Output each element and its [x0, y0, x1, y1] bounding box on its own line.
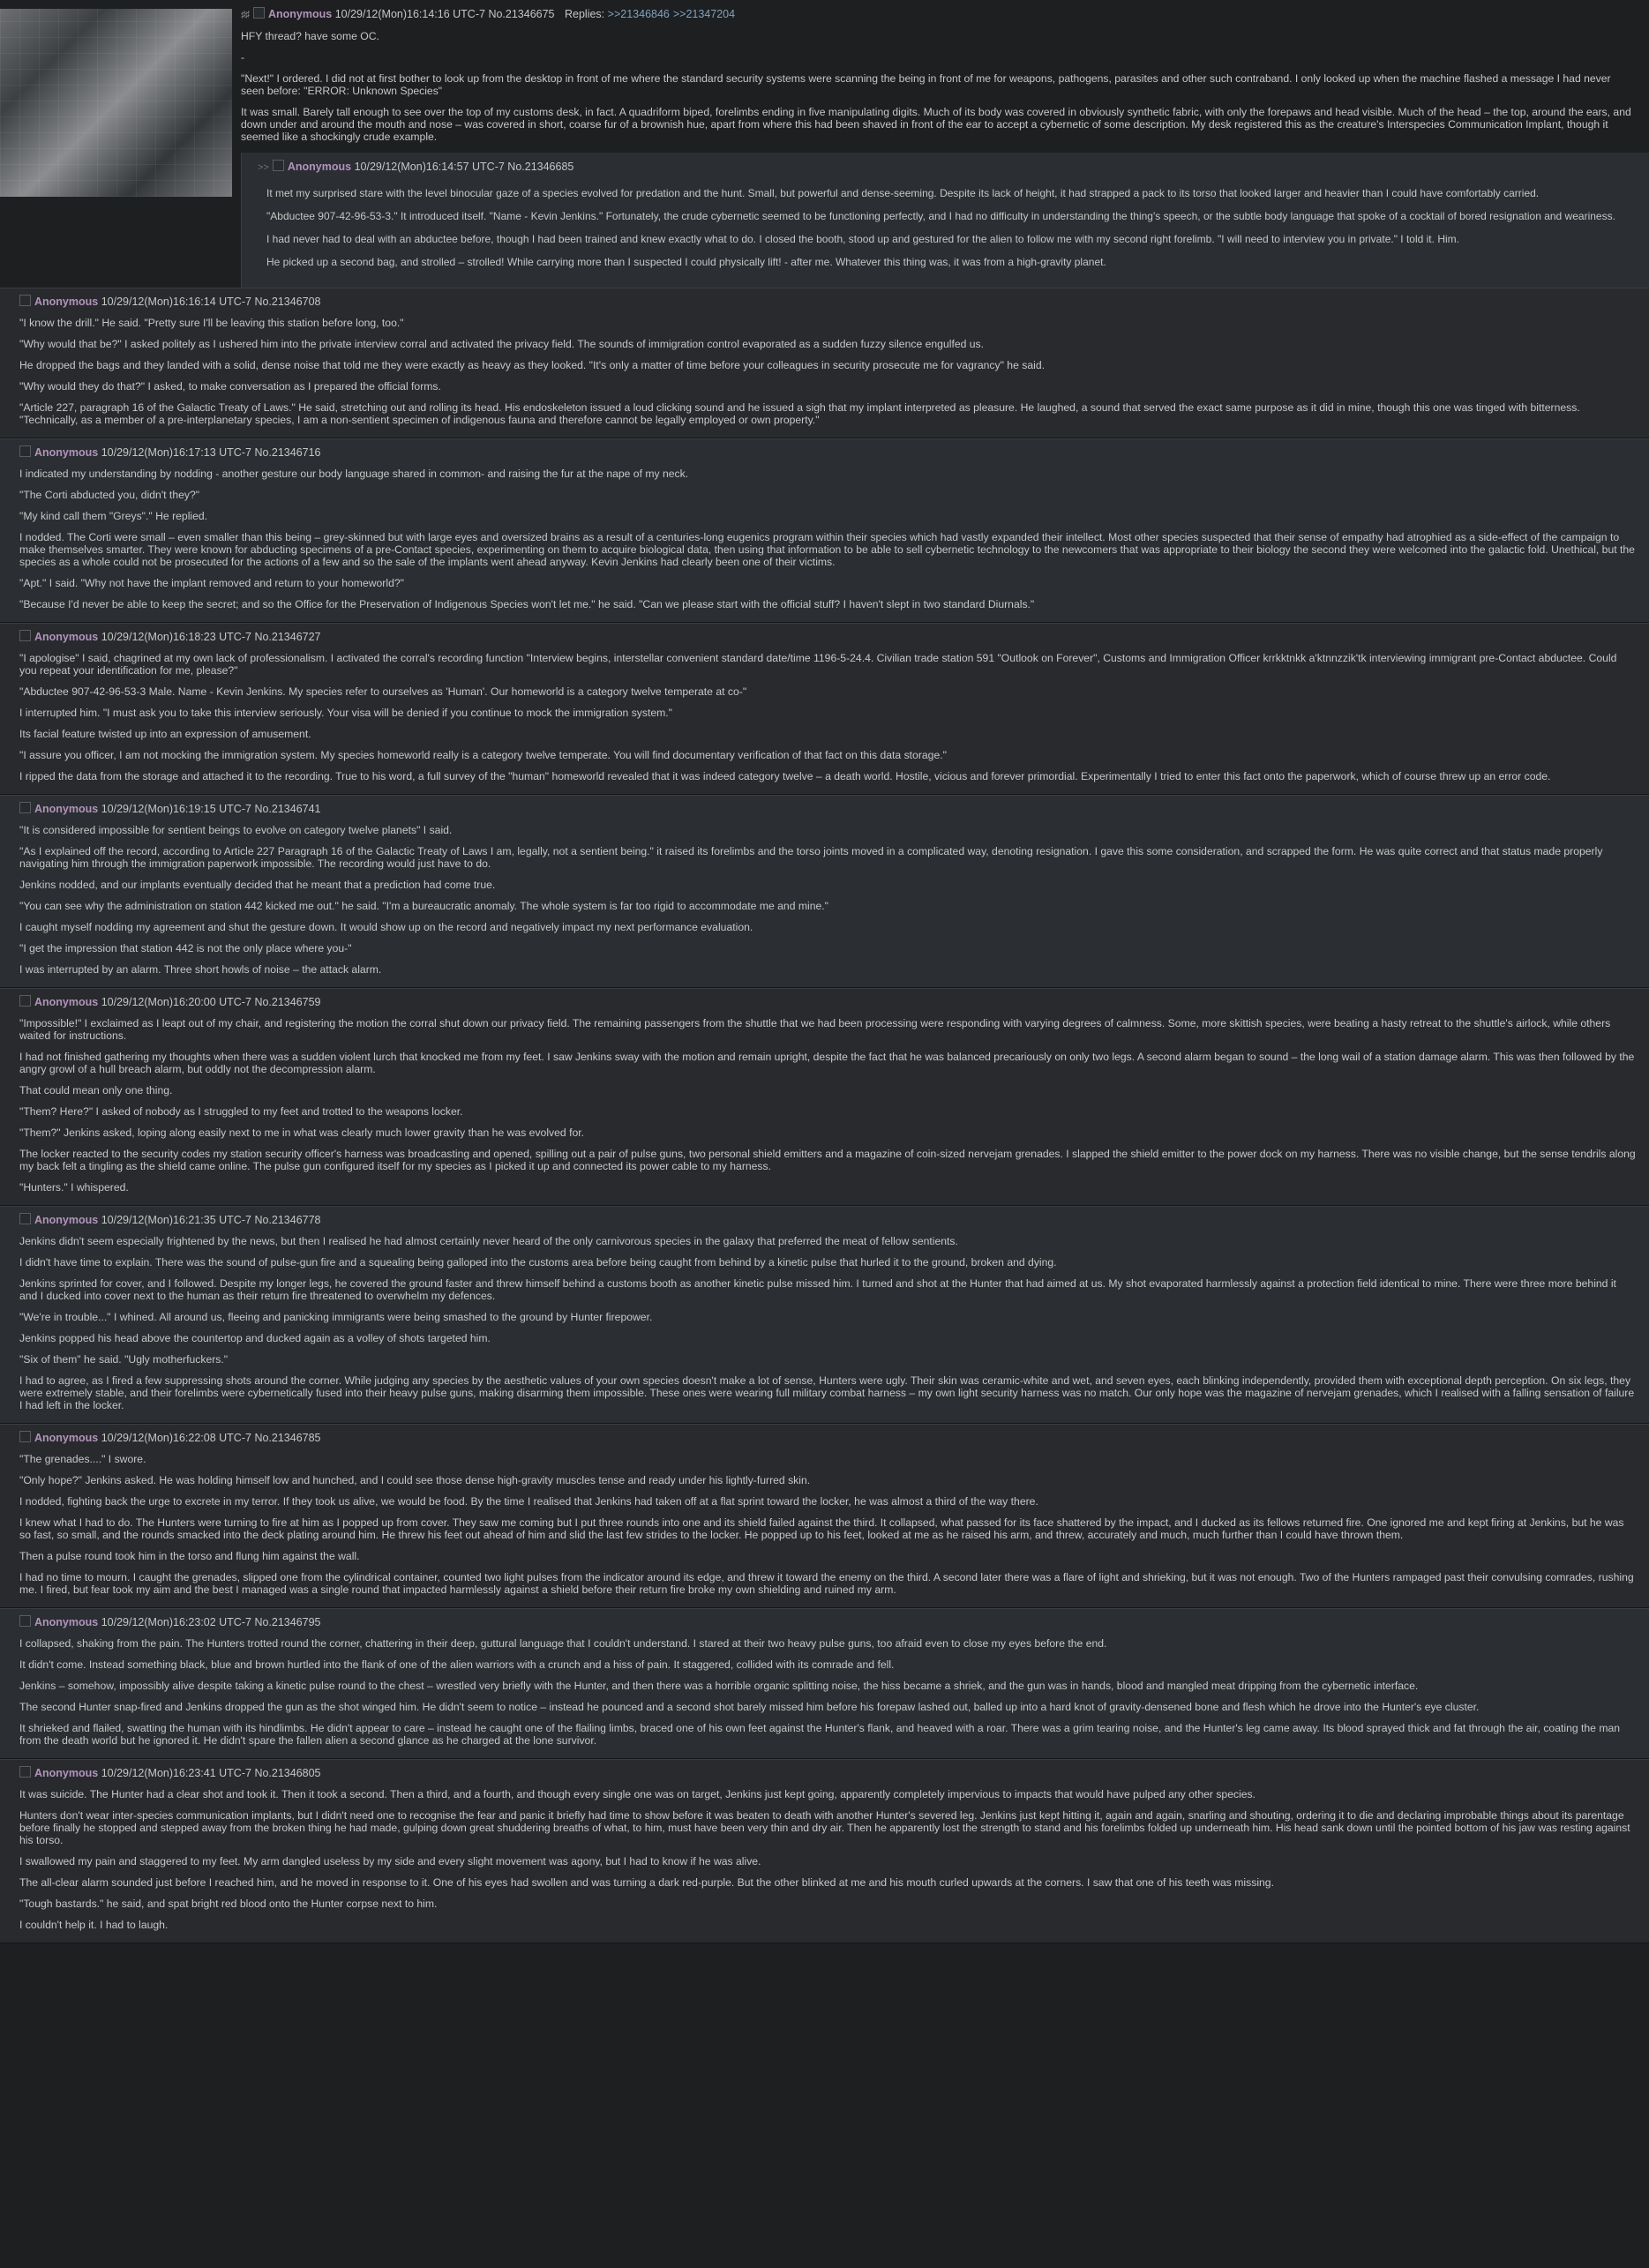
post-paragraph: "Why would they do that?" I asked, to make conversation as I prepared the official forms. — [19, 380, 441, 393]
thumbnail-pixel-grid — [0, 9, 232, 197]
post-text — [19, 1231, 1637, 1416]
op-body — [241, 5, 1649, 153]
post-paragraph: He dropped the bags and they landed with a solid, dense noise that told me they were exactly as heavy as they looked. "It's only a matter of time before your colleagues in security prosecute me for vagrancy" he said. — [19, 359, 1045, 371]
post-timestamp: 10/29/12(Mon)16:14:16 UTC-7 — [334, 8, 485, 20]
post-text — [19, 1448, 1637, 1600]
post-number[interactable]: No.21346759 — [254, 996, 321, 1008]
post-checkbox[interactable] — [19, 1766, 31, 1778]
post-paragraph: "Impossible!" I exclaimed as I leapt out of my chair, and registering the motion the corral shut down our privacy field. The remaining passengers from the shuttle that we had been processing were responding with varying degrees of calmness. Some, more skittish species, were beating a hasty retreat to the shuttle's airlock, while others waited for instructions. — [19, 1017, 1611, 1042]
post-header — [19, 444, 1637, 463]
post-paragraph: That could mean only one thing. — [19, 1084, 173, 1097]
post-timestamp: 10/29/12(Mon)16:14:57 UTC-7 — [354, 161, 505, 173]
post-paragraph: I had no time to mourn. I caught the grenades, slipped one from the cylindrical container, counted two light pulses from the indicator around its edge, and threw it toward the enemy on the third. A second later there was a flare of light and shrieking, but it was not enough. Two of the Hunters rampaged past their convulsing comrades, rushing me. I fired, but fear took my aim and the best I managed was a single round that impacted harmlessly against a shield before their return fire broke my own shielding and ruined my arm. — [19, 1571, 1634, 1596]
poster-name: Anonymous — [34, 296, 99, 308]
post-header — [19, 628, 1637, 647]
post-paragraph: "Hunters." I whispered. — [19, 1181, 129, 1194]
post-timestamp: 10/29/12(Mon)16:16:14 UTC-7 — [101, 296, 251, 308]
op-paragraph: - — [241, 51, 245, 64]
post-number[interactable]: No.21346685 — [507, 161, 574, 173]
post-paragraph: Jenkins – somehow, impossibly alive despite taking a kinetic pulse round to the chest – wrestled very briefly with the Hunter, and then there was a horrible organic splitting noise, the hiss became a shriek, and the gun was in hands, blood and mangled meat dripping from the cybernetic interface. — [19, 1680, 1419, 1692]
reply-paragraph: It met my surprised stare with the level binocular gaze of a species evolved for predation and the hunt. Small, but powerful and dense-seeming. Despite its lack of height, it had strapped a pack to its torso that looked larger and heavier than I could have comfortably carried. — [266, 187, 1540, 199]
post-paragraph: I couldn't help it. I had to laugh. — [19, 1919, 169, 1931]
post-header — [19, 993, 1637, 1013]
op-paragraph: "Next!" I ordered. I did not at first bother to look up from the desktop in front of me where the standard security systems were scanning the being in front of me for weapons, pathogens, parasites and other such contraband. I only looked up when the machine flashed a message I had never seen before: "ERROR: Unknown Species" — [241, 72, 1611, 97]
post-paragraph: I nodded, fighting back the urge to excrete in my terror. If they took us alive, we would be food. By the time I realised that Jenkins had taken off at a flat sprint toward the locker, he was almost a third of the way there. — [19, 1495, 1038, 1508]
post — [0, 1424, 1649, 1608]
poster-name: Anonymous — [34, 631, 99, 643]
post-paragraph: "I know the drill." He said. "Pretty sure I'll be leaving this station before long, too." — [19, 317, 404, 329]
post-checkbox[interactable] — [273, 160, 284, 171]
post-number[interactable]: No.21346708 — [254, 296, 321, 308]
post-text — [19, 463, 1637, 615]
post-header — [19, 1429, 1637, 1448]
post-number[interactable]: No.21346727 — [254, 631, 321, 643]
backlink-2[interactable]: >>21347204 — [672, 8, 736, 20]
post-paragraph: I collapsed, shaking from the pain. The Hunters trotted round the corner, chattering in their deep, guttural language that I couldn't understand. I stared at their two heavy pulse guns, too afraid even to close my eyes before the end. — [19, 1637, 1107, 1650]
post-list — [0, 288, 1649, 1943]
post-paragraph: I interrupted him. "I must ask you to take this interview seriously. Your visa will be denied if you continue to mock the immigration system." — [19, 707, 673, 719]
post-timestamp: 10/29/12(Mon)16:17:13 UTC-7 — [101, 446, 251, 459]
post-number[interactable]: No.21346675 — [488, 8, 555, 20]
op-thumbnail-image[interactable] — [0, 9, 232, 197]
post-checkbox[interactable] — [19, 995, 31, 1007]
post-paragraph: Hunters don't wear inter-species communication implants, but I didn't need one to recognise the fear and panic it briefly had time to show before it was beaten to death with another Hunter's severed leg. Jenkins just kept hitting it, again and again, snarling and shouting, ordering it to die and declaring improbable things about its parentage before finally he stopped and stepped away from the broken thing he had made, gulping down great shuddering breaths of what, to him, must have been very thin and dry air. Then he apparently lost the strength to stand and his forelimbs folded up underneath him. His head sank down until the pointed bottom of his jaw was resting against his torso. — [19, 1809, 1630, 1846]
post-checkbox[interactable] — [19, 630, 31, 641]
post-text — [19, 820, 1637, 980]
post-paragraph: "I assure you officer, I am not mocking the immigration system. My species homeworld really is a category twelve temperate. You will find documentary verification of that fact on this data storage." — [19, 749, 947, 761]
post-paragraph: "Apt." I said. "Why not have the implant removed and return to your homeworld?" — [19, 577, 404, 589]
reply-post-header — [258, 158, 1637, 176]
poster-name: Anonymous — [34, 1214, 99, 1226]
post-paragraph: It was suicide. The Hunter had a clear shot and took it. Then it took a second. Then a third, and a fourth, and though every single one was on target, Jenkins just kept going, apparently completely impervious to impacts that would have pulped any other species. — [19, 1788, 1256, 1800]
post — [0, 438, 1649, 623]
post-paragraph: I caught myself nodding my agreement and shut the gesture down. It would show up on the record and negatively impact my next performance evaluation. — [19, 921, 753, 933]
post-text — [19, 1784, 1637, 1935]
post-paragraph: "Because I'd never be able to keep the secret; and so the Office for the Preservation of Indigenous Species won't let me." he said. "Can we please start with the official stuff? I haven't slept in two standard Diurnals." — [19, 598, 1035, 610]
poster-name: Anonymous — [287, 161, 352, 173]
post — [0, 288, 1649, 438]
reply-text — [258, 187, 1637, 268]
post-paragraph: I had not finished gathering my thoughts when there was a sudden violent lurch that knocked me from my feet. I saw Jenkins sway with the motion and remain upright, despite the fact that he was balanced precariously on only two legs. A second alarm began to sound – the long wail of a station damage alarm. This was then followed by the angry growl of a hull breach alarm, but oddly not the decompression alarm. — [19, 1051, 1635, 1075]
post-number[interactable]: No.21346795 — [254, 1616, 321, 1628]
post-checkbox[interactable] — [19, 445, 31, 457]
op-text — [241, 24, 1637, 153]
post-paragraph: Jenkins sprinted for cover, and I followed. Despite my longer legs, he covered the ground faster and threw himself behind a customs booth as another kinetic pulse missed him. I turned and shot at the Hunter that had aimed at us. My shot evaporated harmlessly against a protection field identical to mine. There were three more behind it and I ducked into cover next to the human as their return fire threatened to overwhelm my defences. — [19, 1277, 1616, 1302]
post — [0, 988, 1649, 1206]
reply-paragraph: He picked up a second bag, and strolled – strolled! While carrying more than I suspected I could physically lift! - after me. Whatever this thing was, it was from a high-gravity planet. — [266, 256, 1106, 268]
post-timestamp: 10/29/12(Mon)16:19:15 UTC-7 — [101, 803, 251, 815]
reply-paragraph: "Abductee 907-42-96-53-3." It introduced itself. "Name - Kevin Jenkins." Fortunately, the crude cybernetic seemed to be functioning perfectly, and I had no difficulty in understanding the thing's speech, or the subtle body language that spoke of a cocktail of bored resignation and weariness. — [266, 210, 1615, 222]
post-checkbox[interactable] — [19, 295, 31, 306]
post-text — [19, 647, 1637, 787]
post-text — [19, 312, 1637, 430]
post-paragraph: Jenkins didn't seem especially frightened by the news, but then I realised he had almost certainly never heard of the only carnivorous species in the galaxy that preferred the meat of fellow sentients. — [19, 1235, 958, 1247]
post-header — [19, 800, 1637, 820]
op-paragraph: It was small. Barely tall enough to see over the top of my customs desk, in fact. A quadriform biped, forelimbs ending in five manipulating digits. Much of its body was covered in obviously synthetic fabric, with only the forepaws and head visible. Much of the head – the top, around the ears, and down under and around the mouth and nose – was covered in short, coarse fur of a brownish hue, apart from where this had been shaved in front of the ear to accept a cybernetic of some description. My desk registered this as the creature's Interspecies Communication Implant, though it seemed like a shockingly crude example. — [241, 106, 1631, 143]
post-paragraph: I nodded. The Corti were small – even smaller than this being – grey-skinned but with large eyes and oversized brains as a result of a centuries-long eugenics program within their species which had vastly expanded their intellect. Most other species suspected that their sense of empathy had atrophied as a side-effect of the campaign to make themselves smarter. They were known for abducting specimens of a pre-Contact species, experimenting on them to acquire biological data, then using that information to be able to sell cybernetic technology to the newcomers that was appropriate to their biology the second they were welcomed into the galactic fold. Unethical, but the species as a whole could not be prosecuted for the actions of a few and so the sale of the implants went ahead anyway. Kevin Jenkins had clearly been one of their victims. — [19, 531, 1635, 568]
post-checkbox[interactable] — [19, 802, 31, 813]
post-paragraph: "Six of them" he said. "Ugly motherfuckers." — [19, 1353, 229, 1366]
op-post-header — [241, 5, 1637, 24]
post-paragraph: I didn't have time to explain. There was the sound of pulse-gun fire and a squealing being galloped into the customs area before being caught from behind by a kinetic pulse that hurled it to the ground, broken and dying. — [19, 1256, 1057, 1269]
post — [0, 1206, 1649, 1424]
post-checkbox[interactable] — [19, 1213, 31, 1224]
post-header — [19, 1613, 1637, 1633]
sharp-icon: ♯♯ — [241, 10, 249, 20]
post-paragraph: The second Hunter snap-fired and Jenkins dropped the gun as the shot winged him. He didn't seem to notice – instead he pounced and a second shot barely missed him before his forepaw lashed out, balled up into a hard knot of gravity-densened bone and flesh which he drove into the Hunter's eye cluster. — [19, 1701, 1480, 1713]
post-paragraph: "You can see why the administration on station 442 kicked me out." he said. "I'm a bureaucratic anomaly. The whole system is far too rigid to accommodate me and mine." — [19, 900, 829, 912]
post-timestamp: 10/29/12(Mon)16:18:23 UTC-7 — [101, 631, 251, 643]
post-paragraph: "As I explained off the record, according to Article 227 Paragraph 16 of the Galactic Treaty of Laws I am, legally, not a sentient being." it raised its forelimbs and the torso joints moved in a complicated way, denoting resignation. I gave this some consideration, and scrapped the form. He was quite correct and that status made properly navigating him through the immigration paperwork impossible. The recording would just have to do. — [19, 845, 1603, 870]
post-header — [19, 293, 1637, 312]
post-paragraph: Its facial feature twisted up into an expression of amusement. — [19, 728, 311, 740]
post — [0, 1759, 1649, 1943]
post-timestamp: 10/29/12(Mon)16:23:02 UTC-7 — [101, 1616, 251, 1628]
poster-name: Anonymous — [34, 1767, 99, 1779]
post-header — [19, 1211, 1637, 1231]
poster-name: Anonymous — [34, 1616, 99, 1628]
post-paragraph: I indicated my understanding by nodding - another gesture our body language shared in common- and raising the fur at the nape of my neck. — [19, 468, 689, 480]
post-paragraph: "The Corti abducted you, didn't they?" — [19, 489, 200, 501]
post-timestamp: 10/29/12(Mon)16:20:00 UTC-7 — [101, 996, 251, 1008]
post-checkbox[interactable] — [19, 1615, 31, 1627]
op-post — [0, 4, 1649, 288]
post-paragraph: The locker reacted to the security codes my station security officer's harness was broadcasting and opened, spilling out a pair of pulse guns, two personal shield emitters and a magazine of coin-sized nervejam grenades. I slapped the shield emitter to the power dock on my harness. There was no visible change, but the sense tendrils along my back felt a tingling as the shield came online. The pulse gun configured itself for my species as I picked it up and connected its power cable to my harness. — [19, 1148, 1636, 1172]
post-paragraph: "I get the impression that station 442 is not the only place where you-" — [19, 942, 352, 954]
post — [0, 623, 1649, 795]
post-paragraph: It didn't come. Instead something black, blue and brown hurtled into the flank of one of the alien warriors with a crunch and a hiss of pain. It staggered, collided with its comrade and fell. — [19, 1658, 895, 1671]
post-checkbox[interactable] — [253, 7, 265, 19]
post-paragraph: "My kind call them "Greys"." He replied. — [19, 510, 208, 522]
post-timestamp: 10/29/12(Mon)16:22:08 UTC-7 — [101, 1432, 251, 1444]
backlink-1[interactable]: >>21346846 — [607, 8, 670, 20]
post-timestamp: 10/29/12(Mon)16:21:35 UTC-7 — [101, 1214, 251, 1226]
post-paragraph: Jenkins nodded, and our implants eventually decided that he meant that a prediction had come true. — [19, 879, 496, 891]
post-paragraph: The all-clear alarm sounded just before I reached him, and he moved in response to it. One of his eyes had swollen and was turning a dark red-purple. But the other blinked at me and his mouth curled upwards at the corners. I saw that one of his teeth was missing. — [19, 1876, 1274, 1889]
post-paragraph: Jenkins popped his head above the countertop and ducked again as a volley of shots targeted him. — [19, 1332, 491, 1344]
poster-name: Anonymous — [34, 1432, 99, 1444]
replies-label: Replies: — [565, 8, 605, 20]
post-paragraph: I knew what I had to do. The Hunters were turning to fire at him as I popped up from cover. They saw me coming but I put three rounds into one and its shield failed against the third. It collapsed, what passed for its face shattered by the impact, and I ducked as its fellows returned fire. One ignored me and kept firing at Jenkins, but he was so fast, so small, and the rounds smacked into the deck plating around him. He threw his feet out ahead of him and slid the last few strides to the locker. He popped up to his feet, looked at me as he raised his arm, and threw, accurately and much, much further than I could have thrown them. — [19, 1516, 1624, 1541]
post-number[interactable]: No.21346716 — [254, 446, 321, 459]
poster-name: Anonymous — [268, 8, 333, 20]
post-number[interactable]: No.21346741 — [254, 803, 321, 815]
post-checkbox[interactable] — [19, 1431, 31, 1442]
reply-paragraph: I had never had to deal with an abductee before, though I had been trained and knew exactly what to do. I closed the booth, stood up and gestured for the alien to follow me with my second right forelimb. "I will need to interview you in private." I told it. Him. — [266, 233, 1459, 245]
post-paragraph: "We're in trouble..." I whined. All around us, fleeing and panicking immigrants were being smashed to the ground by Hunter firepower. — [19, 1311, 653, 1323]
post-number[interactable]: No.21346785 — [254, 1432, 321, 1444]
post-text — [19, 1633, 1637, 1751]
post-paragraph: I was interrupted by an alarm. Three short howls of noise – the attack alarm. — [19, 963, 382, 976]
post-timestamp: 10/29/12(Mon)16:23:41 UTC-7 — [101, 1767, 251, 1779]
post — [0, 1608, 1649, 1759]
post-paragraph: "Article 227, paragraph 16 of the Galactic Treaty of Laws." He said, stretching out and rolling its head. His endoskeleton issued a loud clicking sound and he issued a sigh that my implant interpreted as pleasure. He laughed, a sound that served the exact same purpose as it did in mine, though this one was tinged with bitterness. "Technically, as a member of a pre-interplanetary species, I am a non-sentient specimen of indigenous fauna and therefore cannot be legally employed or own property." — [19, 401, 1580, 426]
post-number[interactable]: No.21346778 — [254, 1214, 321, 1226]
post-paragraph: "Tough bastards." he said, and spat bright red blood onto the Hunter corpse next to him. — [19, 1897, 438, 1910]
post-paragraph: "I apologise" I said, chagrined at my own lack of professionalism. I activated the corral's recording function "Interview begins, interstellar convenient standard date/time 1196-5-24.4. Civilian trade station 591 "Outlook on Forever", Customs and Immigration Officer krrkktnkk a'ktnnzzik'tk interviewing immigrant pre-Contact abductee. Could you repeat your identification for me, please?" — [19, 652, 1617, 677]
post-text — [19, 1013, 1637, 1198]
poster-name: Anonymous — [34, 803, 99, 815]
post-paragraph: "Them?" Jenkins asked, loping along easily next to me in what was clearly much lower gravity than he was evolved for. — [19, 1127, 585, 1139]
post-paragraph: "The grenades...." I swore. — [19, 1453, 146, 1465]
post-paragraph: Then a pulse round took him in the torso and flung him against the wall. — [19, 1550, 360, 1562]
inline-reply-post — [241, 153, 1649, 288]
post-paragraph: I ripped the data from the storage and attached it to the recording. True to his word, a full survey of the "human" homeworld revealed that it was indeed category twelve – a death world. Hostile, vicious and forever primordial. Experimentally I tried to enter this fact onto the paperwork, which of course threw up an error code. — [19, 770, 1551, 782]
post-paragraph: I swallowed my pain and staggered to my feet. My arm dangled useless by my side and every slight movement was agony, but I had to know if he was alive. — [19, 1855, 761, 1868]
poster-name: Anonymous — [34, 996, 99, 1008]
poster-name: Anonymous — [34, 446, 99, 459]
post-number[interactable]: No.21346805 — [254, 1767, 321, 1779]
post-paragraph: "It is considered impossible for sentient beings to evolve on category twelve planets" I said. — [19, 824, 453, 836]
post-paragraph: "Why would that be?" I asked politely as I ushered him into the private interview corral and activated the privacy field. The sounds of immigration control evaporated as a sudden fuzzy silence engulfed us. — [19, 338, 985, 350]
reply-arrow-icon: >> — [258, 162, 269, 173]
op-paragraph: HFY thread? have some OC. — [241, 30, 379, 42]
post-paragraph: "Only hope?" Jenkins asked. He was holding himself low and hunched, and I could see those dense high-gravity muscles tense and ready under his lightly-furred skin. — [19, 1474, 811, 1486]
post-paragraph: "Them? Here?" I asked of nobody as I struggled to my feet and trotted to the weapons locker. — [19, 1105, 463, 1118]
post-header — [19, 1764, 1637, 1784]
post — [0, 795, 1649, 988]
post-paragraph: I had to agree, as I fired a few suppressing shots around the corner. While judging any species by the aesthetic values of your own species doesn't make a lot of sense, Hunters were ugly. Their skin was ceramic-white and wet, and seven eyes, each blinking independently, provided them with exceptional depth perception. On six legs, they were extremely stable, and their forelimbs were cybernetically fused into their heavy pulse guns, making disarming them impossible. These ones were wearing full military combat harness – my own light security harness was no match. Our only hope was the magazine of nervejam grenades, which I realised with a falling sensation of failure I had left in the locker. — [19, 1374, 1635, 1411]
post-paragraph: "Abductee 907-42-96-53-3 Male. Name - Kevin Jenkins. My species refer to ourselves as 'Human'. Our homeworld is a category twelve temperate at co-" — [19, 685, 747, 698]
post-paragraph: It shrieked and flailed, swatting the human with its hindlimbs. He didn't appear to care – instead he caught one of the flailing limbs, braced one of his own feet against the Hunter's flank, and heaved with a roar. There was a grim tearing noise, and the Hunter's leg came away. Its blood sprayed thick and fat through the air, coating the man from the death world but he ignored it. He didn't spare the fallen alien a second glance as he charged at the lone survivor. — [19, 1722, 1621, 1747]
